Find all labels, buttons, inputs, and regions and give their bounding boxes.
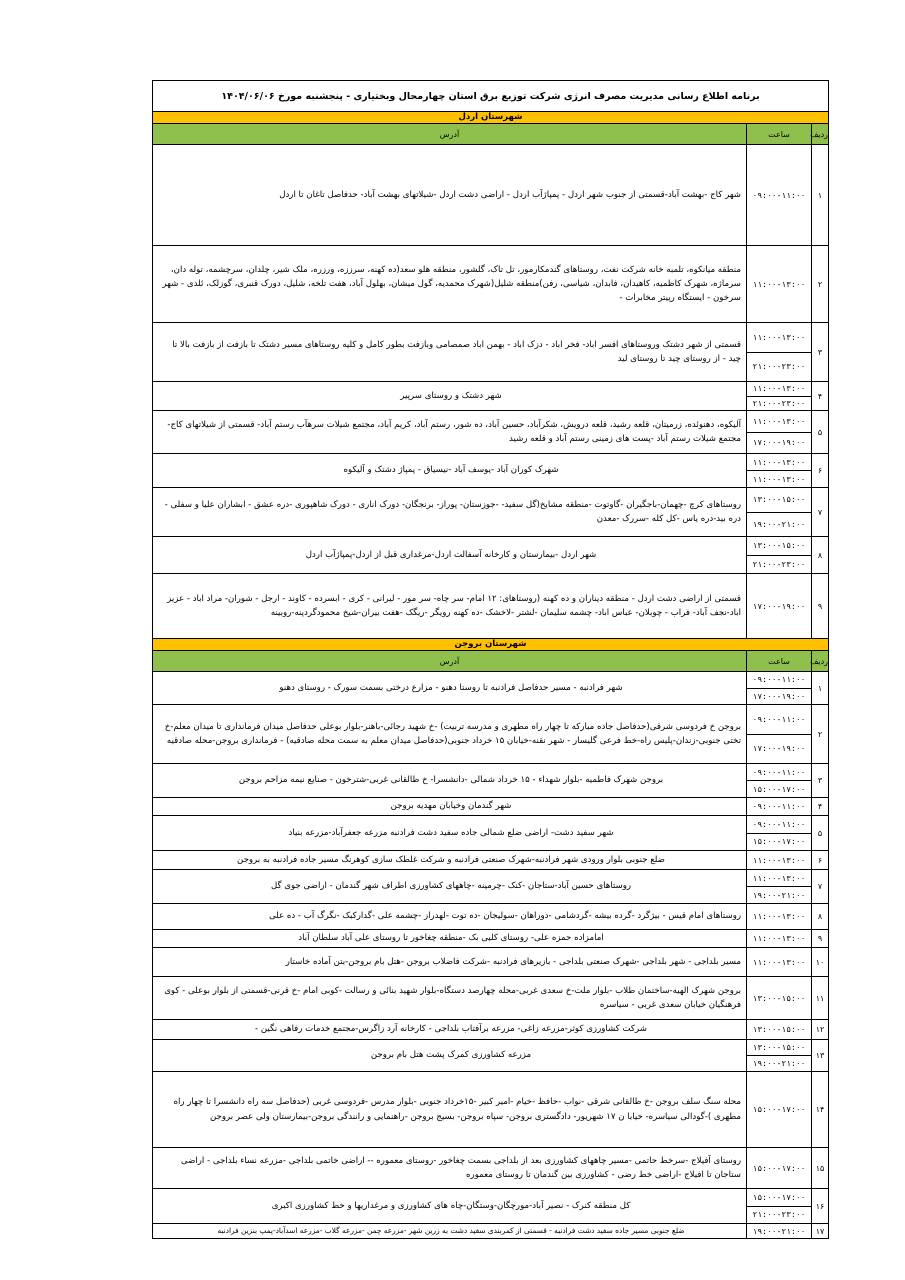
county-header: شهرستان اردل — [153, 112, 829, 124]
row-number: ۳ — [812, 323, 829, 382]
time-slot: ۱۳:۰۰-۱۵:۰۰ — [752, 1043, 806, 1052]
time-cell — [747, 1148, 812, 1189]
row-number: ۱۶ — [812, 1189, 829, 1224]
table-row — [153, 1189, 829, 1224]
time-cell — [747, 672, 812, 705]
time-slot: ۱۱:۰۰-۱۳:۰۰ — [752, 384, 806, 394]
time-slot: ۱۷:۰۰-۱۹:۰۰ — [747, 432, 811, 454]
table-row — [153, 798, 829, 816]
time-slots — [747, 1189, 811, 1223]
address-cell: قسمتی از اراضی دشت اردل - منطقه دیناران و ده کهنه (روستاهای: ۱۲ امام- سر چاه- سر مور - لیرانی - کری - ابسرده - کاوند - ارجل - شوران- مراد اباد - عزیز اباد-نجف آباد- فراب - چوبلان- عباس اباد- چشمه سلیمان -لشتر -لاخشک -ده کهنه رویگر -ریگک -هفت بیران-شیخ محمودگردپنه-روبینه — [153, 574, 747, 639]
address-cell: روستاهای امام قیس - بیژگرد -گرده بیشه -گردشامی -دوراهان -سولیجان -ده توت -لهدراز -چشمه علی -گدارکبک -نگرگ آب - ده علی — [153, 904, 747, 930]
table-row — [153, 705, 829, 764]
row-number: ۱۲ — [812, 1020, 829, 1040]
time-cell — [747, 1020, 812, 1040]
table-row — [153, 1020, 829, 1040]
time-slot: ۱۱:۰۰-۱۳:۰۰ — [747, 470, 811, 487]
table-row — [153, 904, 829, 930]
row-number: ۲ — [812, 246, 829, 323]
row-number: ۷ — [812, 870, 829, 904]
time-cell — [747, 382, 812, 411]
row-number: ۱ — [812, 145, 829, 246]
county-header: شهرستان بروجن — [153, 639, 829, 651]
address-cell: شرکت کشاورزی کوثر-مزرعه زاغی- مزرعه برآفتاب بلداجی - کارخانه آرد زاگرس-مجتمع خدمات رفاهی نگین - — [153, 1020, 747, 1040]
time-slot: ۱۷:۰۰-۱۹:۰۰ — [752, 601, 806, 611]
address-cell: بروجن شهرک الهیه-ساختمان طلاب -بلوار ملت-خ سعدی غربی-محله چهارصد دستگاه-بلوار شهید بنائی و رسالت -کوبی امام -خ قرنی-قسمتی از بلوار بوعلی - کوی فرهنگیان خیابان سعدی غربی - سیاسره — [153, 977, 747, 1020]
time-slots — [747, 411, 811, 453]
address-cell: قسمتی از شهر دشتک وروستاهای افسر اباد- فخر اباد - دزک اباد - بهمن اباد صمصامی وبازفت بطور کامل و کلیه روستاهای مسیر دشتک تا بازفت از بازفت بالا تا چید - از روستای چید تا روستای لید — [153, 323, 747, 382]
time-slot: ۱۱:۰۰-۱۳:۰۰ — [752, 912, 806, 921]
time-slot: ۱۳:۰۰-۱۵:۰۰ — [752, 541, 806, 551]
address-cell: روستای آفیلاج -سرخط حاتمی -مسیر چاههای کشاورزی بعد از بلداجی بسمت چغاخور -روستای معموره -- اراضی خاتمی بلداجی -مزرعه نساء بلداجی - اراضی ستاجان تا افیلاج -اراضی خط رضی - کشاورزی بین گندمان تا روستای معموره — [153, 1148, 747, 1189]
address-cell: مزرعه کشاورزی کمرک پشت هتل بام بروجن — [153, 1040, 747, 1072]
row-number: ۶ — [812, 851, 829, 870]
column-header-row — [153, 124, 829, 145]
time-slots — [747, 904, 811, 929]
table-row — [153, 145, 829, 246]
time-slot: ۱۹:۰۰-۲۱:۰۰ — [747, 1055, 811, 1071]
header-row-number: ردیف — [812, 651, 829, 672]
table-row — [153, 1072, 829, 1148]
time-cell — [747, 537, 812, 574]
row-number: ۱۰ — [812, 948, 829, 977]
row-number: ۵ — [812, 411, 829, 454]
time-cell — [747, 930, 812, 948]
address-cell: بروجن شهرک فاطمیه -بلوار شهداء - ۱۵ خرداد شمالی -دانشسرا- خ طالقانی غربی-شترخون - صنایع نیمه مزاحم بروجن — [153, 764, 747, 798]
time-slot: ۱۱:۰۰-۱۳:۰۰ — [752, 416, 806, 426]
time-slot: ۱۵:۰۰-۱۷:۰۰ — [747, 833, 811, 851]
header-address: آدرس — [153, 124, 747, 145]
table-row — [153, 816, 829, 851]
outage-schedule-sheet — [152, 80, 829, 1239]
header-time: ساعت — [747, 651, 812, 672]
time-slots — [747, 454, 811, 487]
address-cell: شهر کاج -بهشت آباد-قسمتی از جنوب شهر اردل - پمپاژآب اردل - اراضی دشت اردل -شیلاتهای بهشت آباد- حدفاصل تاغان تا اردل — [153, 145, 747, 246]
time-slots — [747, 145, 811, 245]
time-slot: ۰۹:۰۰-۱۱:۰۰ — [752, 190, 806, 200]
address-cell: آلیکوه، دهنوئده، زرمیتان، قلعه رشید، قلعه درویش، شکرآباد، حسین آباد، ده شور، رستم آباد، کریم آباد، مجتمع شیلات سرهآب رستم آباد- قسمتی از شیلاتهای کاج-مجتمع شیلات رستم آباد -پست های زمینی رستم آباد و قلعه رشید — [153, 411, 747, 454]
address-cell: شهر دشتک و روستای سرپیر — [153, 382, 747, 411]
time-slot: ۱۵:۰۰-۱۷:۰۰ — [752, 1163, 806, 1173]
address-cell: بروجن خ فردوسی شرقی(حدفاصل جاده مبارکه تا چهار راه مطهری و مدرسه تربیت) -خ شهید رجائی-باهنر-بلوار بوعلی حدفاصل میدان فرمانداری تا میدان معلم-خ تختی جنوبی-زندان-پلیس راه-خط فرعی گلیسار - شهر نقنه-خیابان ۱۵ خرداد جنوبی(حدفاصل میدان معلم به سمت محله صادقیه) - فرمانداری بروجن-محله صادقیه — [153, 705, 747, 764]
row-number: ۱۵ — [812, 1148, 829, 1189]
time-cell — [747, 977, 812, 1020]
time-slots — [747, 798, 811, 815]
time-slots — [747, 323, 811, 381]
header-time: ساعت — [747, 124, 812, 145]
time-slot: ۱۱:۰۰-۱۳:۰۰ — [752, 957, 806, 967]
time-slot: ۱۷:۰۰-۱۹:۰۰ — [747, 688, 811, 705]
row-number: ۹ — [812, 574, 829, 639]
time-cell — [747, 798, 812, 816]
schedule-table — [152, 80, 829, 1239]
address-cell: شهر سفید دشت- اراضی ضلع شمالی جاده سفید دشت فرادنبه مزرعه جعفرآباد-مزرعه بنیاد — [153, 816, 747, 851]
table-row — [153, 246, 829, 323]
time-cell — [747, 904, 812, 930]
row-number: ۱۳ — [812, 1040, 829, 1072]
table-row — [153, 488, 829, 537]
address-cell: محله سنگ سلف بروجن -خ طالقانی شرقی -نواب -حافظ -خیام -امیر کبیر -۱۵خرداد جنوبی -بلوار مدرس -فردوسی غربی (حدفاصل سه راه دانشسرا تا چهار راه مطهری )-گودالی سیاسره- خیابا ن ۱۷ شهریور- دادگستری بروجن- سپاه بروجن- بسیج بروجن -راهنمایی و رانندگی بروجن-بیمارستان ولی عصر بروجن — [153, 1072, 747, 1148]
time-slots — [747, 977, 811, 1019]
time-cell — [747, 488, 812, 537]
table-row — [153, 574, 829, 639]
time-cell — [747, 816, 812, 851]
time-slot: ۲۱:۰۰-۲۳:۰۰ — [747, 1206, 811, 1224]
row-number: ۳ — [812, 764, 829, 798]
row-number: ۶ — [812, 454, 829, 488]
time-cell — [747, 1040, 812, 1072]
row-number: ۱۴ — [812, 1072, 829, 1148]
column-header-row — [153, 651, 829, 672]
time-slot: ۱۹:۰۰-۲۱:۰۰ — [752, 1226, 806, 1236]
time-slot: ۰۹:۰۰-۱۱:۰۰ — [752, 767, 806, 777]
table-row — [153, 537, 829, 574]
time-slots — [747, 816, 811, 850]
time-slot: ۱۵:۰۰-۱۷:۰۰ — [747, 780, 811, 797]
time-slot: ۱۱:۰۰-۱۳:۰۰ — [752, 332, 806, 342]
time-slot: ۱۷:۰۰-۱۹:۰۰ — [747, 734, 811, 764]
time-slots — [747, 672, 811, 704]
address-cell: کل منطقه کنرک - نصیر آباد-مورچگان-وستگان-چاه های کشاورزی و مرغداریها و خط کشاورزی اکبری — [153, 1189, 747, 1224]
page-title: برنامه اطلاع رسانی مدیریت مصرف انرژی شرکت توزیع برق استان چهارمحال وبختیاری - پنجشنبه مورخ ۱۴۰۴/۰۶/۰۶ — [153, 81, 829, 112]
time-cell — [747, 764, 812, 798]
table-row — [153, 1040, 829, 1072]
time-slots — [747, 930, 811, 947]
time-slot: ۱۳:۰۰-۱۵:۰۰ — [752, 993, 806, 1003]
time-cell — [747, 323, 812, 382]
address-cell: روستاهای حسین آباد-ستاجان -کنک -چرمینه -چاههای کشاورزی اطراف شهر گندمان - اراضی جوی گل — [153, 870, 747, 904]
time-cell — [747, 1072, 812, 1148]
time-slot: ۱۱:۰۰-۱۳:۰۰ — [752, 873, 806, 883]
row-number: ۴ — [812, 382, 829, 411]
row-number: ۵ — [812, 816, 829, 851]
address-cell: شهر فرادنبه - مسیر حدفاصل فرادنبه تا روستا دهنو - مزارع درختی بسمت سورک - روستای دهنو — [153, 672, 747, 705]
time-slot: ۰۹:۰۰-۱۱:۰۰ — [752, 675, 806, 685]
time-slots — [747, 1020, 811, 1039]
table-row — [153, 930, 829, 948]
time-slot: ۱۱:۰۰-۱۳:۰۰ — [752, 457, 806, 467]
table-row — [153, 454, 829, 488]
address-cell: شهرک کوران آباد -یوسف آباد -نیسیاق - پمپاژ دشتک و آلیکوه — [153, 454, 747, 488]
time-slots — [747, 574, 811, 638]
address-cell: شهر گندمان وخیابان مهدیه بروجن — [153, 798, 747, 816]
time-cell — [747, 851, 812, 870]
time-slots — [747, 705, 811, 763]
row-number: ۲ — [812, 705, 829, 764]
address-cell: مسیر بلداجی - شهر بلداجی -شهرک صنعتی بلداجی - بازیرهای فرادنبه -شرکت فاضلاب بروجن -هتل بام بروجن-بتن آماده خاستار — [153, 948, 747, 977]
row-number: ۸ — [812, 904, 829, 930]
address-cell: منطقه میانکوه، تلمبه خانه شرکت نفت، روستاهای گندمکارمور، تل تاک، گلشور، منطقه هلو سعد(ده کهنه، سرززه، ورزره، ملک شیر، چلدان، سرچشمه، توله دان، سرماژه، شهرک کاظمیه، کاهیدان، فابدان، شیاسی، رفن)منطقه شلیل(شهرک محمدیه، گول میشان، بهلول آباد، هفت تلخه، شلیل، دورک قنبری، گوزلک، ئلدی - شهر سرخون - ایستگاه رپیتر مخابرات - — [153, 246, 747, 323]
time-slots — [747, 1148, 811, 1188]
time-slots — [747, 382, 811, 410]
row-number: ۴ — [812, 798, 829, 816]
table-row — [153, 851, 829, 870]
row-number: ۸ — [812, 537, 829, 574]
time-slots — [747, 1040, 811, 1071]
time-cell — [747, 411, 812, 454]
time-slots — [747, 537, 811, 573]
time-slot: ۱۳:۰۰-۱۵:۰۰ — [752, 495, 806, 505]
address-cell: روستاهای کرچ -چهمان-باجگیران -گاوتوت -منطقه مشایخ(گل سفید- -جوزستان- پوراز- برنجگان- دورک اناری - دورک شاهپوری -دره عشق - ابشاران علیا و سفلی - دره بید-دره یاس -کل کله -سررک -معدن — [153, 488, 747, 537]
table-row — [153, 382, 829, 411]
time-slots — [747, 948, 811, 976]
time-cell — [747, 870, 812, 904]
row-number: ۱۷ — [812, 1224, 829, 1239]
time-cell — [747, 948, 812, 977]
time-slots — [747, 764, 811, 797]
table-row — [153, 672, 829, 705]
table-row — [153, 1224, 829, 1239]
table-row — [153, 764, 829, 798]
table-row — [153, 323, 829, 382]
table-row — [153, 1148, 829, 1189]
time-cell — [747, 246, 812, 323]
time-cell — [747, 705, 812, 764]
header-address: آدرس — [153, 651, 747, 672]
time-slot: ۱۹:۰۰-۲۱:۰۰ — [747, 512, 811, 537]
time-slot: ۱۵:۰۰-۱۷:۰۰ — [752, 1105, 806, 1114]
time-slot: ۲۱:۰۰-۲۳:۰۰ — [747, 396, 811, 411]
time-cell — [747, 1189, 812, 1224]
table-row — [153, 977, 829, 1020]
time-slot: ۱۳:۰۰-۱۵:۰۰ — [752, 1025, 806, 1034]
address-cell: امامزاده حمزه علی- روستای کلیی بک -منطقه چغاخور تا روستای علی آباد سلطان آباد — [153, 930, 747, 948]
row-number: ۱ — [812, 672, 829, 705]
time-slots — [747, 1072, 811, 1147]
address-cell: ضلع جنوبی بلوار ورودی شهر فرادنبه-شهرک صنعتی فرادنبه و شرکت غلطک سازی کوهرنگ مسیر جاده فرادنبه به بروجن — [153, 851, 747, 870]
time-slots — [747, 870, 811, 903]
time-slot: ۲۱:۰۰-۲۳:۰۰ — [747, 555, 811, 574]
time-slot: ۱۱:۰۰-۱۳:۰۰ — [752, 934, 806, 943]
time-slot: ۰۹:۰۰-۱۱:۰۰ — [752, 714, 806, 724]
table-row — [153, 411, 829, 454]
row-number: ۱۱ — [812, 977, 829, 1020]
time-slots — [747, 1224, 811, 1238]
time-slot: ۱۱:۰۰-۱۳:۰۰ — [752, 279, 806, 289]
row-number: ۹ — [812, 930, 829, 948]
row-number: ۷ — [812, 488, 829, 537]
table-row — [153, 870, 829, 904]
time-cell — [747, 145, 812, 246]
time-slot: ۰۹:۰۰-۱۱:۰۰ — [752, 819, 806, 829]
header-row-number: ردیف — [812, 124, 829, 145]
time-slot: ۱۱:۰۰-۱۳:۰۰ — [752, 855, 806, 865]
time-cell — [747, 574, 812, 639]
time-slot: ۲۱:۰۰-۲۳:۰۰ — [747, 352, 811, 382]
time-cell — [747, 454, 812, 488]
time-slot: ۱۵:۰۰-۱۷:۰۰ — [752, 1192, 806, 1202]
time-cell — [747, 1224, 812, 1239]
time-slot: ۰۹:۰۰-۱۱:۰۰ — [752, 802, 806, 811]
address-cell: ضلع جنوبی مسیر جاده سفید دشت فرادنبه - قسمتی از کمربندی سفید دشت به زرین شهر -مزرعه چمن -مزرعه گلاب -مزرعه اسدآباد-پمپ بنزین فرادنبه — [153, 1224, 747, 1239]
table-row — [153, 948, 829, 977]
time-slot: ۱۹:۰۰-۲۱:۰۰ — [747, 886, 811, 903]
time-slots — [747, 851, 811, 869]
time-slots — [747, 246, 811, 322]
address-cell: شهر اردل -بیمارستان و کارخانه آسفالت اردل-مرغداری قبل از اردل-پمپاژآب اردل — [153, 537, 747, 574]
time-slots — [747, 488, 811, 536]
